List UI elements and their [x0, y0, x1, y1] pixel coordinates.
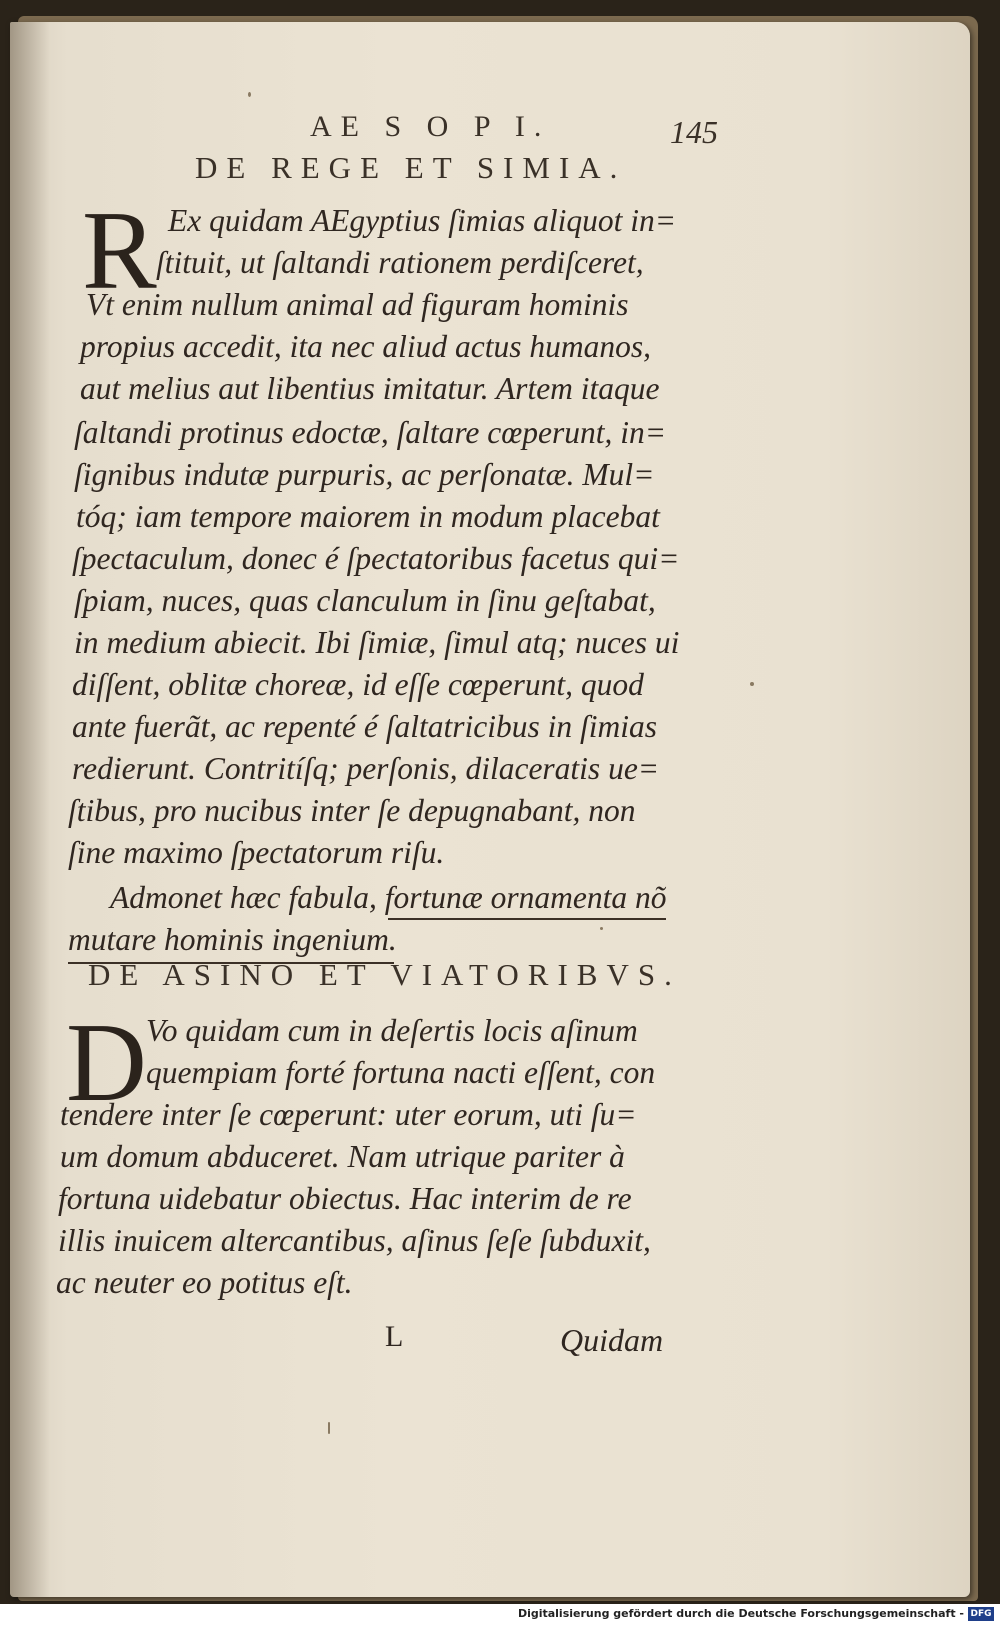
fable1-line: aut melius aut libentius imitatur. Artem itaque	[80, 371, 660, 406]
paper-speck	[600, 927, 603, 930]
fable2-line: illis inuicem altercantibus, aſinus ſeſe ſubduxit,	[58, 1223, 651, 1258]
fable1-line: diſſent, oblitæ choreæ, id eſſe cœperunt, quod	[72, 667, 644, 702]
fable2-line: ac neuter eo potitus eſt.	[56, 1265, 353, 1300]
fable1-moral-line: Admonet hæc fabula, fortunæ ornamenta nõ	[110, 880, 667, 915]
page-number: 145	[670, 114, 718, 150]
fable1-line: ſaltandi protinus edoctæ, ſaltare cœperunt, in=	[74, 415, 667, 450]
paper-speck	[248, 92, 251, 97]
fable2-line: tendere inter ſe cœperunt: uter eorum, uti ſu=	[60, 1097, 637, 1132]
paper-speck	[328, 1422, 330, 1434]
fable2-heading: DE ASINO ET VIATORIBVS.	[88, 957, 681, 992]
paper-speck	[750, 682, 754, 686]
catchword: Quidam	[560, 1322, 664, 1358]
running-head-title: AE S O P I.	[310, 110, 551, 143]
book-page	[10, 22, 970, 1597]
fable1-line: Vt enim nullum animal ad figuram hominis	[86, 287, 629, 322]
fable1-line: ſine maximo ſpectatorum riſu.	[68, 835, 445, 870]
fable1-line: tóq; iam tempore maiorem in modum placebat	[76, 499, 660, 534]
fable1-line: ſpectaculum, donec é ſpectatoribus facetus qui=	[72, 541, 680, 576]
fable2-line: fortuna uidebatur obiectus. Hac interim de re	[58, 1181, 632, 1216]
fable1-heading: DE REGE ET SIMIA.	[195, 150, 627, 185]
fable1-line: ſignibus indutæ purpuris, ac perſonatæ. Mul=	[74, 457, 655, 492]
fable1-line: propius accedit, ita nec aliud actus humanos,	[80, 329, 652, 364]
fable1-line: ſpiam, nuces, quas clanculum in ſinu geſtabat,	[74, 583, 656, 618]
footer-bar	[0, 1604, 1000, 1625]
fable2-body	[10, 22, 970, 1597]
footer-credit: Digitalisierung gefördert durch die Deutsche Forschungsgemeinschaft -	[517, 1607, 964, 1620]
fable2-line: Vo quidam cum in deſertis locis aſinum	[146, 1013, 638, 1048]
fable1-initial: R	[82, 189, 157, 313]
fable2-line: um domum abduceret. Nam utrique pariter à	[60, 1139, 625, 1174]
fable1-line: ante fuerãt, ac repenté é ſaltatricibus in ſimias	[72, 709, 657, 744]
fable1-line: ſtituit, ut ſaltandi rationem perdiſceret,	[156, 245, 644, 280]
fable2-line: quempiam forté fortuna nacti eſſent, con	[146, 1055, 656, 1090]
fable1-line: in medium abiecit. Ibi ſimiæ, ſimul atq; nuces ui	[74, 625, 680, 660]
signature-mark: L	[385, 1320, 404, 1353]
fable1-line: redierunt. Contritíſq; perſonis, dilaceratis ue=	[72, 751, 660, 786]
fable1-moral-line: mutare hominis ingenium.	[68, 922, 397, 957]
fable1-line: ſtibus, pro nucibus inter ſe depugnabant, non	[68, 793, 636, 828]
fable1-line: Ex quidam AEgyptius ſimias aliquot in=	[168, 203, 677, 238]
dfg-logo-icon: DFG	[968, 1607, 994, 1621]
fable2-initial: D	[66, 1001, 147, 1125]
